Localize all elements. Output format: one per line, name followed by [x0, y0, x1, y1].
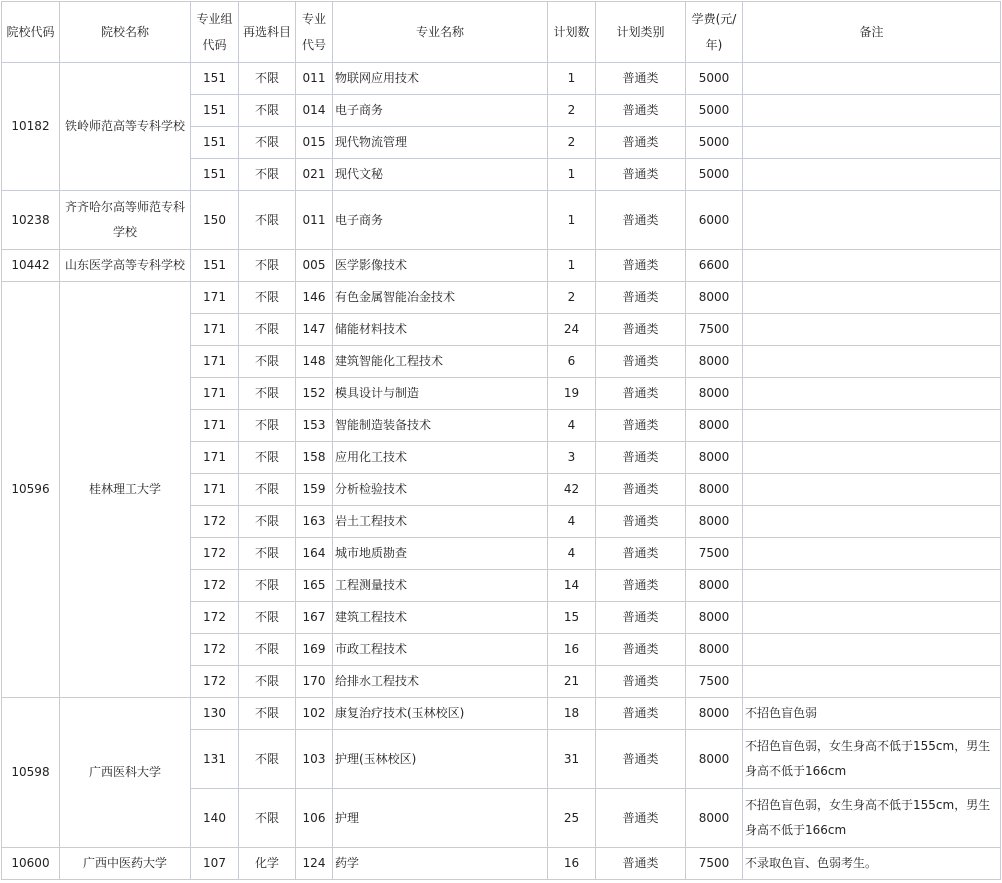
plan-category-cell: 普通类: [596, 314, 686, 346]
plan-count-cell: 15: [548, 602, 596, 634]
plan-category-cell: 普通类: [596, 666, 686, 698]
group-code-cell: 172: [191, 570, 239, 602]
major-code-cell: 163: [296, 506, 333, 538]
group-code-cell: 171: [191, 314, 239, 346]
plan-category-cell: 普通类: [596, 570, 686, 602]
school-name-cell: 齐齐哈尔高等师范专科学校: [60, 191, 191, 250]
tuition-cell: 8000: [686, 282, 743, 314]
group-code-cell: 151: [191, 63, 239, 95]
major-code-cell: 146: [296, 282, 333, 314]
tuition-cell: 8000: [686, 698, 743, 730]
major-code-cell: 159: [296, 474, 333, 506]
major-name-cell: 医学影像技术: [333, 250, 548, 282]
remark-cell: [743, 378, 1001, 410]
major-name-cell: 市政工程技术: [333, 634, 548, 666]
header-school-code: 院校代码: [2, 2, 60, 63]
remark-cell: [743, 191, 1001, 250]
group-code-cell: 151: [191, 250, 239, 282]
tuition-cell: 8000: [686, 442, 743, 474]
group-code-cell: 171: [191, 378, 239, 410]
plan-category-cell: 普通类: [596, 602, 686, 634]
remark-cell: [743, 63, 1001, 95]
major-name-cell: 康复治疗技术(玉林校区): [333, 698, 548, 730]
major-code-cell: 165: [296, 570, 333, 602]
major-code-cell: 148: [296, 346, 333, 378]
school-name-cell: 铁岭师范高等专科学校: [60, 63, 191, 191]
school-code-cell: 10182: [2, 63, 60, 191]
major-name-cell: 城市地质勘查: [333, 538, 548, 570]
header-major-name: 专业名称: [333, 2, 548, 63]
plan-category-cell: 普通类: [596, 410, 686, 442]
plan-count-cell: 1: [548, 63, 596, 95]
school-code-cell: 10598: [2, 698, 60, 848]
header-row: [2, 2, 1001, 63]
table-row: [2, 63, 1001, 95]
header-group-code: 专业组代码: [191, 2, 239, 63]
tuition-cell: 7500: [686, 314, 743, 346]
plan-count-cell: 4: [548, 506, 596, 538]
plan-category-cell: 普通类: [596, 127, 686, 159]
tuition-cell: 6000: [686, 191, 743, 250]
reselect-subject-cell: 不限: [239, 538, 296, 570]
remark-cell: [743, 127, 1001, 159]
major-name-cell: 分析检验技术: [333, 474, 548, 506]
reselect-subject-cell: 不限: [239, 282, 296, 314]
tuition-cell: 8000: [686, 730, 743, 789]
major-name-cell: 工程测量技术: [333, 570, 548, 602]
school-code-cell: 10600: [2, 848, 60, 880]
group-code-cell: 171: [191, 346, 239, 378]
header-tuition: 学费(元/年): [686, 2, 743, 63]
plan-category-cell: 普通类: [596, 378, 686, 410]
remark-cell: [743, 634, 1001, 666]
remark-cell: 不录取色盲、色弱考生。: [743, 848, 1001, 880]
header-remark: 备注: [743, 2, 1001, 63]
tuition-cell: 5000: [686, 159, 743, 191]
major-code-cell: 152: [296, 378, 333, 410]
major-name-cell: 现代文秘: [333, 159, 548, 191]
school-code-cell: 10442: [2, 250, 60, 282]
group-code-cell: 151: [191, 159, 239, 191]
major-code-cell: 021: [296, 159, 333, 191]
plan-category-cell: 普通类: [596, 442, 686, 474]
reselect-subject-cell: 不限: [239, 191, 296, 250]
reselect-subject-cell: 不限: [239, 789, 296, 848]
major-code-cell: 164: [296, 538, 333, 570]
table-body: [2, 63, 1001, 880]
plan-category-cell: 普通类: [596, 282, 686, 314]
remark-cell: [743, 538, 1001, 570]
plan-category-cell: 普通类: [596, 506, 686, 538]
reselect-subject-cell: 化学: [239, 848, 296, 880]
plan-count-cell: 42: [548, 474, 596, 506]
plan-count-cell: 1: [548, 250, 596, 282]
plan-count-cell: 16: [548, 848, 596, 880]
major-name-cell: 岩土工程技术: [333, 506, 548, 538]
group-code-cell: 172: [191, 602, 239, 634]
major-code-cell: 011: [296, 63, 333, 95]
major-name-cell: 现代物流管理: [333, 127, 548, 159]
tuition-cell: 7500: [686, 538, 743, 570]
major-name-cell: 护理: [333, 789, 548, 848]
major-code-cell: 170: [296, 666, 333, 698]
reselect-subject-cell: 不限: [239, 634, 296, 666]
group-code-cell: 151: [191, 95, 239, 127]
tuition-cell: 7500: [686, 666, 743, 698]
major-name-cell: 电子商务: [333, 191, 548, 250]
plan-category-cell: 普通类: [596, 698, 686, 730]
plan-category-cell: 普通类: [596, 346, 686, 378]
plan-count-cell: 16: [548, 634, 596, 666]
remark-cell: [743, 346, 1001, 378]
remark-cell: [743, 442, 1001, 474]
reselect-subject-cell: 不限: [239, 730, 296, 789]
tuition-cell: 8000: [686, 378, 743, 410]
plan-category-cell: 普通类: [596, 95, 686, 127]
remark-cell: 不招色盲色弱，女生身高不低于155cm，男生身高不低于166cm: [743, 730, 1001, 789]
major-name-cell: 药学: [333, 848, 548, 880]
school-name-cell: 山东医学高等专科学校: [60, 250, 191, 282]
major-code-cell: 102: [296, 698, 333, 730]
major-code-cell: 147: [296, 314, 333, 346]
reselect-subject-cell: 不限: [239, 250, 296, 282]
admission-plan-table: [1, 1, 1001, 880]
plan-category-cell: 普通类: [596, 538, 686, 570]
plan-category-cell: 普通类: [596, 191, 686, 250]
plan-count-cell: 2: [548, 95, 596, 127]
tuition-cell: 5000: [686, 127, 743, 159]
reselect-subject-cell: 不限: [239, 602, 296, 634]
reselect-subject-cell: 不限: [239, 474, 296, 506]
group-code-cell: 151: [191, 127, 239, 159]
major-name-cell: 应用化工技术: [333, 442, 548, 474]
remark-cell: [743, 282, 1001, 314]
tuition-cell: 5000: [686, 63, 743, 95]
tuition-cell: 8000: [686, 634, 743, 666]
major-code-cell: 005: [296, 250, 333, 282]
major-code-cell: 015: [296, 127, 333, 159]
remark-cell: 不招色盲色弱: [743, 698, 1001, 730]
plan-count-cell: 1: [548, 191, 596, 250]
group-code-cell: 172: [191, 634, 239, 666]
plan-count-cell: 6: [548, 346, 596, 378]
major-code-cell: 106: [296, 789, 333, 848]
major-name-cell: 模具设计与制造: [333, 378, 548, 410]
group-code-cell: 171: [191, 282, 239, 314]
tuition-cell: 8000: [686, 506, 743, 538]
group-code-cell: 171: [191, 474, 239, 506]
plan-count-cell: 25: [548, 789, 596, 848]
major-name-cell: 电子商务: [333, 95, 548, 127]
plan-count-cell: 31: [548, 730, 596, 789]
major-name-cell: 物联网应用技术: [333, 63, 548, 95]
tuition-cell: 8000: [686, 346, 743, 378]
tuition-cell: 8000: [686, 570, 743, 602]
plan-category-cell: 普通类: [596, 159, 686, 191]
remark-cell: [743, 506, 1001, 538]
plan-count-cell: 1: [548, 159, 596, 191]
plan-category-cell: 普通类: [596, 789, 686, 848]
major-code-cell: 167: [296, 602, 333, 634]
group-code-cell: 171: [191, 410, 239, 442]
group-code-cell: 140: [191, 789, 239, 848]
remark-cell: [743, 250, 1001, 282]
group-code-cell: 150: [191, 191, 239, 250]
major-code-cell: 014: [296, 95, 333, 127]
tuition-cell: 7500: [686, 848, 743, 880]
remark-cell: 不招色盲色弱，女生身高不低于155cm，男生身高不低于166cm: [743, 789, 1001, 848]
tuition-cell: 5000: [686, 95, 743, 127]
school-code-cell: 10596: [2, 282, 60, 698]
plan-count-cell: 18: [548, 698, 596, 730]
plan-category-cell: 普通类: [596, 634, 686, 666]
reselect-subject-cell: 不限: [239, 378, 296, 410]
tuition-cell: 8000: [686, 410, 743, 442]
major-code-cell: 153: [296, 410, 333, 442]
reselect-subject-cell: 不限: [239, 442, 296, 474]
remark-cell: [743, 410, 1001, 442]
reselect-subject-cell: 不限: [239, 346, 296, 378]
school-name-cell: 桂林理工大学: [60, 282, 191, 698]
group-code-cell: 171: [191, 442, 239, 474]
table-row: [2, 250, 1001, 282]
major-name-cell: 建筑工程技术: [333, 602, 548, 634]
reselect-subject-cell: 不限: [239, 127, 296, 159]
reselect-subject-cell: 不限: [239, 314, 296, 346]
plan-count-cell: 19: [548, 378, 596, 410]
plan-count-cell: 4: [548, 410, 596, 442]
major-code-cell: 169: [296, 634, 333, 666]
plan-category-cell: 普通类: [596, 63, 686, 95]
reselect-subject-cell: 不限: [239, 666, 296, 698]
header-reselect-subject: 再选科目: [239, 2, 296, 63]
remark-cell: [743, 570, 1001, 602]
remark-cell: [743, 314, 1001, 346]
major-code-cell: 011: [296, 191, 333, 250]
reselect-subject-cell: 不限: [239, 95, 296, 127]
tuition-cell: 8000: [686, 602, 743, 634]
reselect-subject-cell: 不限: [239, 410, 296, 442]
header-school-name: 院校名称: [60, 2, 191, 63]
table-row: [2, 282, 1001, 314]
plan-count-cell: 3: [548, 442, 596, 474]
remark-cell: [743, 602, 1001, 634]
tuition-cell: 6600: [686, 250, 743, 282]
major-code-cell: 158: [296, 442, 333, 474]
remark-cell: [743, 474, 1001, 506]
plan-count-cell: 21: [548, 666, 596, 698]
school-code-cell: 10238: [2, 191, 60, 250]
plan-category-cell: 普通类: [596, 250, 686, 282]
major-name-cell: 给排水工程技术: [333, 666, 548, 698]
remark-cell: [743, 666, 1001, 698]
major-name-cell: 建筑智能化工程技术: [333, 346, 548, 378]
plan-count-cell: 4: [548, 538, 596, 570]
school-name-cell: 广西医科大学: [60, 698, 191, 848]
reselect-subject-cell: 不限: [239, 159, 296, 191]
plan-count-cell: 2: [548, 127, 596, 159]
reselect-subject-cell: 不限: [239, 506, 296, 538]
table-row: [2, 698, 1001, 730]
group-code-cell: 172: [191, 666, 239, 698]
major-name-cell: 有色金属智能冶金技术: [333, 282, 548, 314]
major-code-cell: 103: [296, 730, 333, 789]
major-name-cell: 储能材料技术: [333, 314, 548, 346]
tuition-cell: 8000: [686, 474, 743, 506]
school-name-cell: 广西中医药大学: [60, 848, 191, 880]
major-code-cell: 124: [296, 848, 333, 880]
plan-category-cell: 普通类: [596, 848, 686, 880]
group-code-cell: 130: [191, 698, 239, 730]
tuition-cell: 8000: [686, 789, 743, 848]
plan-count-cell: 24: [548, 314, 596, 346]
group-code-cell: 172: [191, 538, 239, 570]
remark-cell: [743, 95, 1001, 127]
major-name-cell: 护理(玉林校区): [333, 730, 548, 789]
plan-category-cell: 普通类: [596, 474, 686, 506]
reselect-subject-cell: 不限: [239, 63, 296, 95]
header-plan-category: 计划类别: [596, 2, 686, 63]
group-code-cell: 131: [191, 730, 239, 789]
table-row: [2, 848, 1001, 880]
header-major-code: 专业代号: [296, 2, 333, 63]
plan-count-cell: 2: [548, 282, 596, 314]
group-code-cell: 172: [191, 506, 239, 538]
plan-count-cell: 14: [548, 570, 596, 602]
reselect-subject-cell: 不限: [239, 698, 296, 730]
group-code-cell: 107: [191, 848, 239, 880]
major-name-cell: 智能制造装备技术: [333, 410, 548, 442]
plan-category-cell: 普通类: [596, 730, 686, 789]
reselect-subject-cell: 不限: [239, 570, 296, 602]
remark-cell: [743, 159, 1001, 191]
table-row: [2, 191, 1001, 250]
header-plan-count: 计划数: [548, 2, 596, 63]
